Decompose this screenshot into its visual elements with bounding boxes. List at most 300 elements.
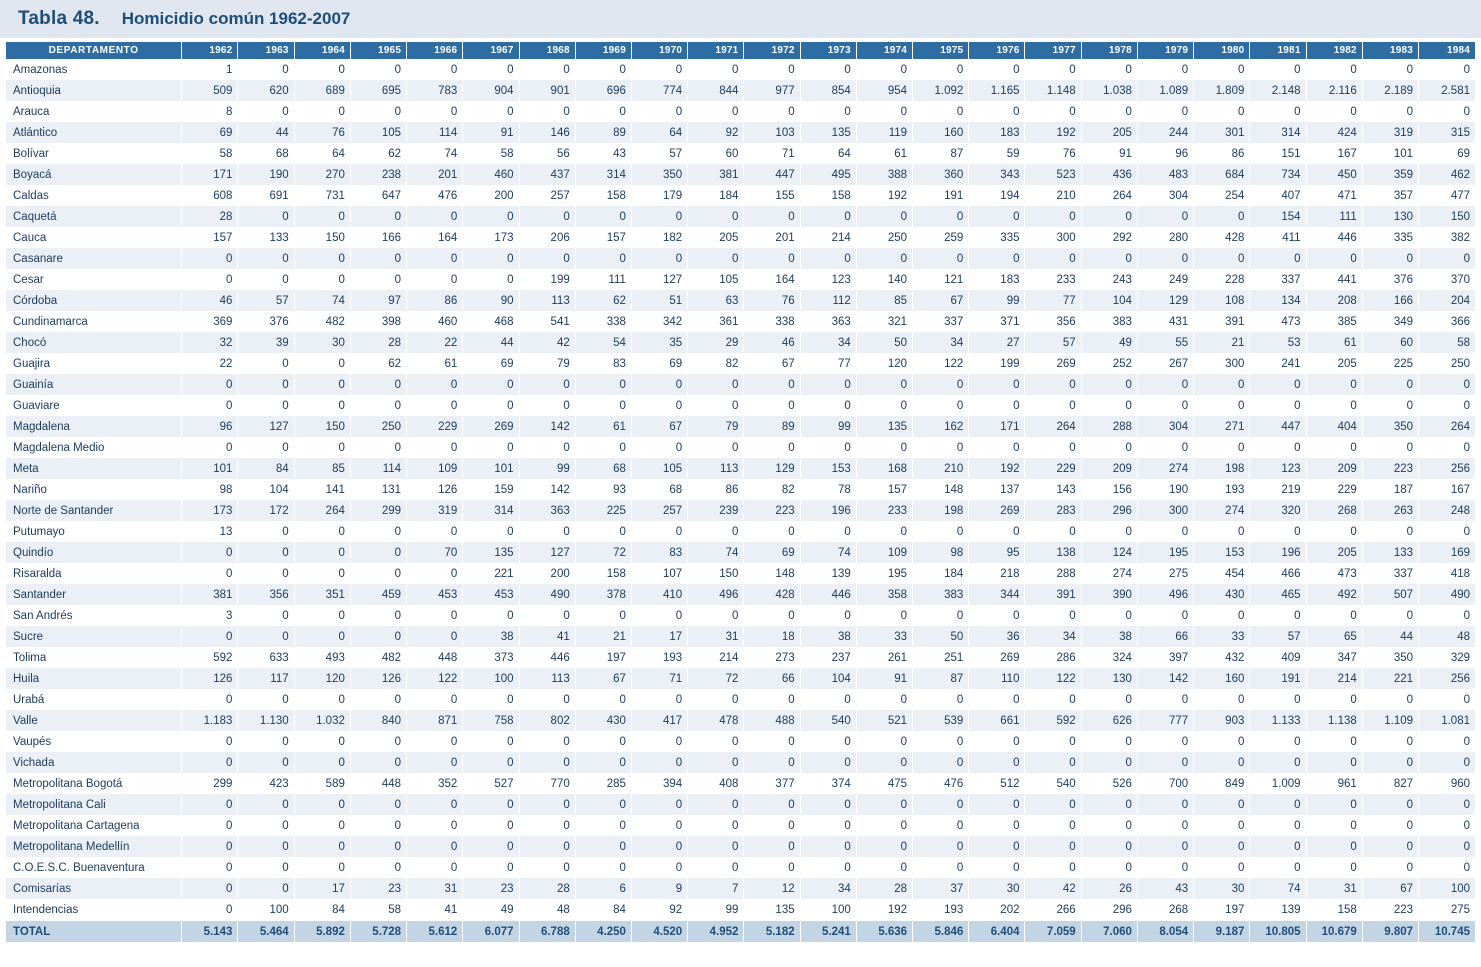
cell-value: 150 <box>1419 206 1475 227</box>
cell-value: 274 <box>1081 563 1137 584</box>
cell-value: 0 <box>631 605 687 626</box>
column-header-year: 1966 <box>407 42 463 59</box>
cell-value: 695 <box>350 80 406 101</box>
cell-value: 70 <box>407 542 463 563</box>
cell-value: 0 <box>407 206 463 227</box>
cell-value: 209 <box>1081 458 1137 479</box>
cell-value: 0 <box>800 374 856 395</box>
cell-value: 48 <box>1419 626 1475 647</box>
cell-department: Chocó <box>6 332 182 353</box>
cell-value: 124 <box>1081 542 1137 563</box>
cell-value: 0 <box>631 206 687 227</box>
cell-value: 101 <box>1362 143 1418 164</box>
cell-value: 338 <box>744 311 800 332</box>
cell-value: 0 <box>744 836 800 857</box>
cell-value: 319 <box>1362 122 1418 143</box>
cell-value: 0 <box>969 731 1025 752</box>
cell-value: 447 <box>744 164 800 185</box>
cell-total-value: 5.143 <box>182 921 238 943</box>
cell-value: 30 <box>294 332 350 353</box>
cell-value: 35 <box>631 332 687 353</box>
cell-total-value: 7.060 <box>1081 921 1137 943</box>
cell-value: 130 <box>1081 668 1137 689</box>
cell-value: 369 <box>182 311 238 332</box>
cell-value: 360 <box>913 164 969 185</box>
cell-value: 370 <box>1419 269 1475 290</box>
cell-department: Tolima <box>6 647 182 668</box>
cell-value: 69 <box>1419 143 1475 164</box>
cell-value: 1.089 <box>1137 80 1193 101</box>
cell-value: 0 <box>1250 689 1306 710</box>
cell-value: 153 <box>1194 542 1250 563</box>
cell-value: 0 <box>913 605 969 626</box>
cell-value: 512 <box>969 773 1025 794</box>
cell-value: 0 <box>407 437 463 458</box>
cell-value: 691 <box>238 185 294 206</box>
cell-value: 0 <box>182 836 238 857</box>
table-row <box>6 290 1475 311</box>
cell-value: 259 <box>913 227 969 248</box>
cell-value: 0 <box>1194 836 1250 857</box>
cell-value: 300 <box>1025 227 1081 248</box>
cell-value: 0 <box>463 836 519 857</box>
cell-value: 12 <box>744 878 800 899</box>
table-row <box>6 731 1475 752</box>
cell-value: 192 <box>856 185 912 206</box>
cell-value: 74 <box>688 542 744 563</box>
cell-value: 194 <box>969 185 1025 206</box>
table-row <box>6 227 1475 248</box>
cell-value: 0 <box>1081 752 1137 773</box>
cell-value: 49 <box>1081 332 1137 353</box>
cell-value: 0 <box>1194 752 1250 773</box>
cell-total-value: 9.807 <box>1362 921 1418 943</box>
cell-value: 0 <box>800 836 856 857</box>
cell-value: 95 <box>969 542 1025 563</box>
cell-value: 0 <box>688 437 744 458</box>
cell-value: 0 <box>800 101 856 122</box>
cell-value: 0 <box>1194 521 1250 542</box>
cell-value: 67 <box>913 290 969 311</box>
cell-value: 223 <box>1362 458 1418 479</box>
homicide-data-table <box>6 42 1475 942</box>
cell-value: 0 <box>800 59 856 80</box>
cell-value: 758 <box>463 710 519 731</box>
column-header-year: 1965 <box>350 42 406 59</box>
cell-value: 0 <box>575 752 631 773</box>
cell-value: 49 <box>463 899 519 921</box>
cell-total-value: 8.054 <box>1137 921 1193 943</box>
cell-value: 0 <box>407 563 463 584</box>
cell-total-value: 5.728 <box>350 921 406 943</box>
cell-value: 7 <box>688 878 744 899</box>
cell-value: 1.809 <box>1194 80 1250 101</box>
cell-value: 69 <box>182 122 238 143</box>
cell-value: 0 <box>519 605 575 626</box>
cell-value: 83 <box>575 353 631 374</box>
cell-value: 0 <box>350 752 406 773</box>
cell-department: Nariño <box>6 479 182 500</box>
cell-value: 83 <box>631 542 687 563</box>
cell-value: 383 <box>913 584 969 605</box>
cell-value: 0 <box>294 101 350 122</box>
cell-value: 64 <box>800 143 856 164</box>
cell-value: 251 <box>913 647 969 668</box>
cell-value: 0 <box>575 689 631 710</box>
cell-total-value: 5.892 <box>294 921 350 943</box>
cell-value: 0 <box>800 689 856 710</box>
cell-value: 22 <box>182 353 238 374</box>
cell-value: 478 <box>688 710 744 731</box>
cell-value: 0 <box>463 59 519 80</box>
cell-value: 198 <box>913 500 969 521</box>
cell-value: 0 <box>238 542 294 563</box>
cell-value: 68 <box>631 479 687 500</box>
cell-value: 34 <box>800 878 856 899</box>
cell-value: 0 <box>1081 857 1137 878</box>
cell-value: 374 <box>800 773 856 794</box>
cell-value: 0 <box>350 395 406 416</box>
cell-total-value: 6.404 <box>969 921 1025 943</box>
cell-value: 453 <box>407 584 463 605</box>
cell-value: 684 <box>1194 164 1250 185</box>
cell-value: 0 <box>294 542 350 563</box>
cell-value: 233 <box>1025 269 1081 290</box>
cell-value: 196 <box>800 500 856 521</box>
cell-value: 26 <box>1081 878 1137 899</box>
cell-value: 0 <box>1194 857 1250 878</box>
cell-value: 229 <box>1306 479 1362 500</box>
cell-value: 0 <box>463 857 519 878</box>
cell-value: 190 <box>1137 479 1193 500</box>
cell-value: 0 <box>631 437 687 458</box>
cell-value: 0 <box>969 836 1025 857</box>
cell-value: 96 <box>1137 143 1193 164</box>
cell-value: 187 <box>1362 479 1418 500</box>
cell-value: 314 <box>575 164 631 185</box>
cell-value: 0 <box>1194 605 1250 626</box>
cell-value: 661 <box>969 710 1025 731</box>
cell-value: 0 <box>350 269 406 290</box>
cell-value: 273 <box>744 647 800 668</box>
cell-value: 0 <box>1306 689 1362 710</box>
cell-value: 0 <box>1306 395 1362 416</box>
table-row <box>6 857 1475 878</box>
cell-value: 113 <box>688 458 744 479</box>
cell-value: 0 <box>1025 59 1081 80</box>
cell-value: 0 <box>519 836 575 857</box>
cell-value: 0 <box>1419 374 1475 395</box>
cell-value: 193 <box>913 899 969 921</box>
cell-value: 391 <box>1025 584 1081 605</box>
cell-value: 166 <box>350 227 406 248</box>
cell-department: Guajira <box>6 353 182 374</box>
cell-value: 0 <box>913 206 969 227</box>
cell-value: 0 <box>1081 101 1137 122</box>
cell-value: 0 <box>182 857 238 878</box>
table-row <box>6 563 1475 584</box>
cell-value: 256 <box>1419 668 1475 689</box>
cell-value: 381 <box>182 584 238 605</box>
cell-department: Valle <box>6 710 182 731</box>
cell-total-label: TOTAL <box>6 921 182 943</box>
cell-value: 164 <box>407 227 463 248</box>
cell-value: 0 <box>238 248 294 269</box>
cell-value: 268 <box>1137 899 1193 921</box>
cell-value: 0 <box>1362 248 1418 269</box>
cell-value: 383 <box>1081 311 1137 332</box>
cell-value: 0 <box>238 269 294 290</box>
cell-value: 62 <box>350 353 406 374</box>
table-row <box>6 164 1475 185</box>
cell-department: Huila <box>6 668 182 689</box>
cell-value: 190 <box>238 164 294 185</box>
table-row <box>6 689 1475 710</box>
table-row <box>6 395 1475 416</box>
cell-value: 127 <box>631 269 687 290</box>
table-row <box>6 311 1475 332</box>
cell-value: 0 <box>631 59 687 80</box>
cell-value: 271 <box>1194 416 1250 437</box>
cell-value: 409 <box>1250 647 1306 668</box>
cell-value: 0 <box>856 752 912 773</box>
cell-value: 239 <box>688 500 744 521</box>
cell-value: 0 <box>744 731 800 752</box>
cell-value: 460 <box>463 164 519 185</box>
cell-value: 0 <box>407 59 463 80</box>
cell-value: 633 <box>238 647 294 668</box>
cell-value: 0 <box>519 752 575 773</box>
cell-department: Guaviare <box>6 395 182 416</box>
cell-value: 0 <box>407 374 463 395</box>
cell-value: 172 <box>238 500 294 521</box>
cell-value: 61 <box>856 143 912 164</box>
cell-value: 100 <box>800 899 856 921</box>
cell-value: 299 <box>182 773 238 794</box>
cell-value: 0 <box>1362 437 1418 458</box>
cell-value: 0 <box>969 395 1025 416</box>
cell-value: 734 <box>1250 164 1306 185</box>
table-row <box>6 878 1475 899</box>
cell-value: 59 <box>969 143 1025 164</box>
cell-value: 127 <box>519 542 575 563</box>
cell-value: 509 <box>182 80 238 101</box>
cell-value: 0 <box>1025 815 1081 836</box>
cell-value: 60 <box>1362 332 1418 353</box>
cell-value: 0 <box>1081 521 1137 542</box>
cell-value: 264 <box>1081 185 1137 206</box>
cell-value: 84 <box>238 458 294 479</box>
cell-value: 0 <box>969 248 1025 269</box>
cell-value: 0 <box>1419 437 1475 458</box>
cell-value: 854 <box>800 80 856 101</box>
column-header-year: 1962 <box>182 42 238 59</box>
cell-value: 0 <box>631 836 687 857</box>
cell-value: 0 <box>1250 248 1306 269</box>
cell-value: 0 <box>350 689 406 710</box>
cell-value: 123 <box>1250 458 1306 479</box>
cell-value: 482 <box>294 311 350 332</box>
cell-value: 0 <box>294 521 350 542</box>
cell-department: Santander <box>6 584 182 605</box>
cell-value: 437 <box>519 164 575 185</box>
cell-department: Risaralda <box>6 563 182 584</box>
cell-value: 0 <box>519 374 575 395</box>
cell-value: 54 <box>575 332 631 353</box>
cell-value: 264 <box>1025 416 1081 437</box>
table-row <box>6 101 1475 122</box>
cell-value: 0 <box>969 59 1025 80</box>
cell-value: 541 <box>519 311 575 332</box>
cell-value: 0 <box>1137 101 1193 122</box>
cell-value: 0 <box>1025 437 1081 458</box>
cell-value: 0 <box>294 269 350 290</box>
cell-value: 0 <box>407 626 463 647</box>
cell-value: 85 <box>856 290 912 311</box>
cell-value: 0 <box>519 248 575 269</box>
cell-value: 169 <box>1419 542 1475 563</box>
cell-value: 91 <box>1081 143 1137 164</box>
table-row <box>6 206 1475 227</box>
table-container <box>0 38 1481 942</box>
cell-value: 74 <box>1250 878 1306 899</box>
cell-value: 238 <box>350 164 406 185</box>
cell-value: 74 <box>294 290 350 311</box>
cell-department: Córdoba <box>6 290 182 311</box>
cell-value: 827 <box>1362 773 1418 794</box>
cell-value: 460 <box>407 311 463 332</box>
cell-department: Arauca <box>6 101 182 122</box>
cell-value: 0 <box>856 605 912 626</box>
cell-value: 9 <box>631 878 687 899</box>
cell-value: 0 <box>744 101 800 122</box>
cell-value: 269 <box>969 500 1025 521</box>
cell-value: 0 <box>1306 374 1362 395</box>
cell-value: 268 <box>1306 500 1362 521</box>
cell-value: 0 <box>1194 101 1250 122</box>
table-total-row <box>6 921 1475 943</box>
cell-value: 0 <box>1025 857 1081 878</box>
cell-value: 381 <box>688 164 744 185</box>
cell-value: 0 <box>913 437 969 458</box>
cell-value: 275 <box>1137 563 1193 584</box>
table-row <box>6 185 1475 206</box>
cell-value: 539 <box>913 710 969 731</box>
cell-value: 521 <box>856 710 912 731</box>
cell-value: 131 <box>350 479 406 500</box>
cell-value: 350 <box>1362 416 1418 437</box>
cell-value: 0 <box>1025 101 1081 122</box>
cell-value: 119 <box>856 122 912 143</box>
cell-value: 0 <box>350 206 406 227</box>
cell-value: 39 <box>238 332 294 353</box>
cell-department: Antioquia <box>6 80 182 101</box>
cell-value: 0 <box>1419 521 1475 542</box>
cell-value: 0 <box>631 395 687 416</box>
cell-value: 473 <box>1250 311 1306 332</box>
cell-value: 1.133 <box>1250 710 1306 731</box>
cell-value: 0 <box>1137 752 1193 773</box>
cell-value: 99 <box>688 899 744 921</box>
cell-value: 802 <box>519 710 575 731</box>
cell-value: 423 <box>238 773 294 794</box>
cell-value: 0 <box>1306 794 1362 815</box>
cell-value: 0 <box>969 752 1025 773</box>
column-header-year: 1971 <box>688 42 744 59</box>
table-row <box>6 794 1475 815</box>
cell-value: 153 <box>800 458 856 479</box>
cell-value: 160 <box>913 122 969 143</box>
cell-value: 0 <box>1419 794 1475 815</box>
cell-value: 0 <box>688 815 744 836</box>
cell-value: 424 <box>1306 122 1362 143</box>
cell-value: 0 <box>913 101 969 122</box>
cell-value: 904 <box>463 80 519 101</box>
cell-value: 67 <box>631 416 687 437</box>
cell-value: 0 <box>1362 836 1418 857</box>
cell-value: 0 <box>350 836 406 857</box>
cell-value: 148 <box>744 563 800 584</box>
cell-value: 441 <box>1306 269 1362 290</box>
cell-value: 150 <box>688 563 744 584</box>
cell-value: 171 <box>182 164 238 185</box>
cell-value: 57 <box>631 143 687 164</box>
cell-value: 0 <box>688 248 744 269</box>
cell-value: 133 <box>1362 542 1418 563</box>
cell-value: 0 <box>294 374 350 395</box>
cell-value: 1.038 <box>1081 80 1137 101</box>
column-header-departamento: DEPARTAMENTO <box>6 42 182 59</box>
table-row <box>6 542 1475 563</box>
cell-value: 0 <box>238 626 294 647</box>
cell-value: 0 <box>1081 605 1137 626</box>
column-header-year: 1978 <box>1081 42 1137 59</box>
cell-value: 288 <box>1025 563 1081 584</box>
cell-value: 134 <box>1250 290 1306 311</box>
cell-value: 0 <box>1081 815 1137 836</box>
cell-value: 183 <box>969 122 1025 143</box>
cell-value: 0 <box>1025 794 1081 815</box>
cell-value: 359 <box>1362 164 1418 185</box>
cell-value: 0 <box>350 101 406 122</box>
cell-value: 274 <box>1194 500 1250 521</box>
cell-value: 496 <box>1137 584 1193 605</box>
cell-value: 43 <box>575 143 631 164</box>
cell-total-value: 5.636 <box>856 921 912 943</box>
cell-value: 0 <box>350 563 406 584</box>
cell-value: 1 <box>182 59 238 80</box>
cell-value: 0 <box>294 752 350 773</box>
cell-value: 201 <box>744 227 800 248</box>
cell-value: 199 <box>519 269 575 290</box>
cell-value: 143 <box>1025 479 1081 500</box>
cell-value: 0 <box>744 794 800 815</box>
cell-value: 150 <box>294 227 350 248</box>
cell-value: 304 <box>1137 416 1193 437</box>
cell-value: 376 <box>1362 269 1418 290</box>
cell-value: 0 <box>1194 815 1250 836</box>
cell-value: 48 <box>519 899 575 921</box>
cell-value: 335 <box>969 227 1025 248</box>
table-row <box>6 353 1475 374</box>
cell-value: 490 <box>1419 584 1475 605</box>
cell-value: 55 <box>1137 332 1193 353</box>
cell-value: 158 <box>575 563 631 584</box>
cell-value: 1.032 <box>294 710 350 731</box>
cell-value: 0 <box>1362 731 1418 752</box>
cell-value: 89 <box>575 122 631 143</box>
cell-value: 97 <box>350 290 406 311</box>
